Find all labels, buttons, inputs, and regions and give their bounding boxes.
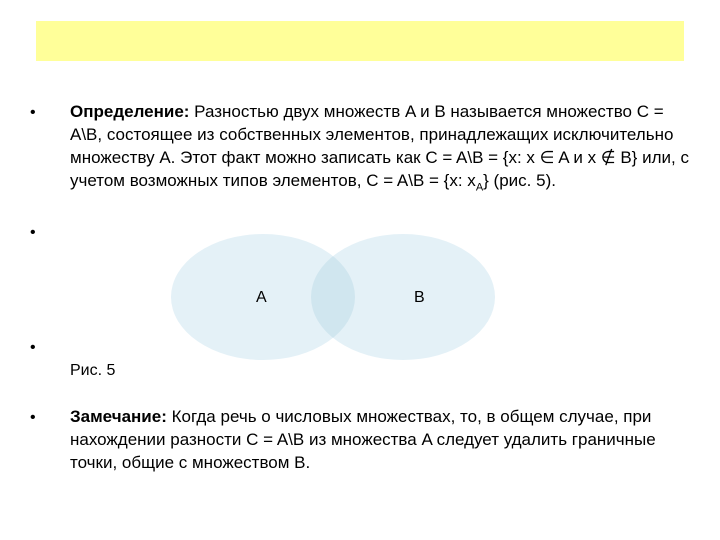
bullet-marker: • (30, 409, 36, 426)
definition-paragraph (70, 100, 690, 199)
title-band (36, 21, 684, 61)
definition-text: Разностью двух множеств A и B называется множество C = A\B, состоящее из собственных элементов, принадлежащих исключительно множеству A. Этот факт можно записать как C = A\B = {x: x ∈ A и x ∉ B} или, с учетом возможных типов элементов, C = A\B = {x: x (70, 102, 689, 190)
remark-paragraph (70, 405, 690, 474)
bullet-marker: • (30, 339, 36, 356)
definition-label: Определение: (70, 102, 190, 121)
set-a-label: A (256, 289, 267, 306)
figure-caption: Рис. 5 (70, 362, 116, 379)
remark-label: Замечание: (70, 407, 167, 426)
set-b-label: B (414, 289, 425, 306)
venn-diagram (168, 232, 498, 362)
definition-subscript: A (475, 181, 484, 194)
bullet-marker: • (30, 104, 36, 121)
remark-text: Когда речь о числовых множествах, то, в общем случае, при нахождении разности C = A\B из множества A следует удалить граничные точки, общие с множеством B. (70, 407, 656, 472)
definition-tail: } (рис. 5). (483, 171, 556, 190)
bullet-marker: • (30, 224, 36, 241)
